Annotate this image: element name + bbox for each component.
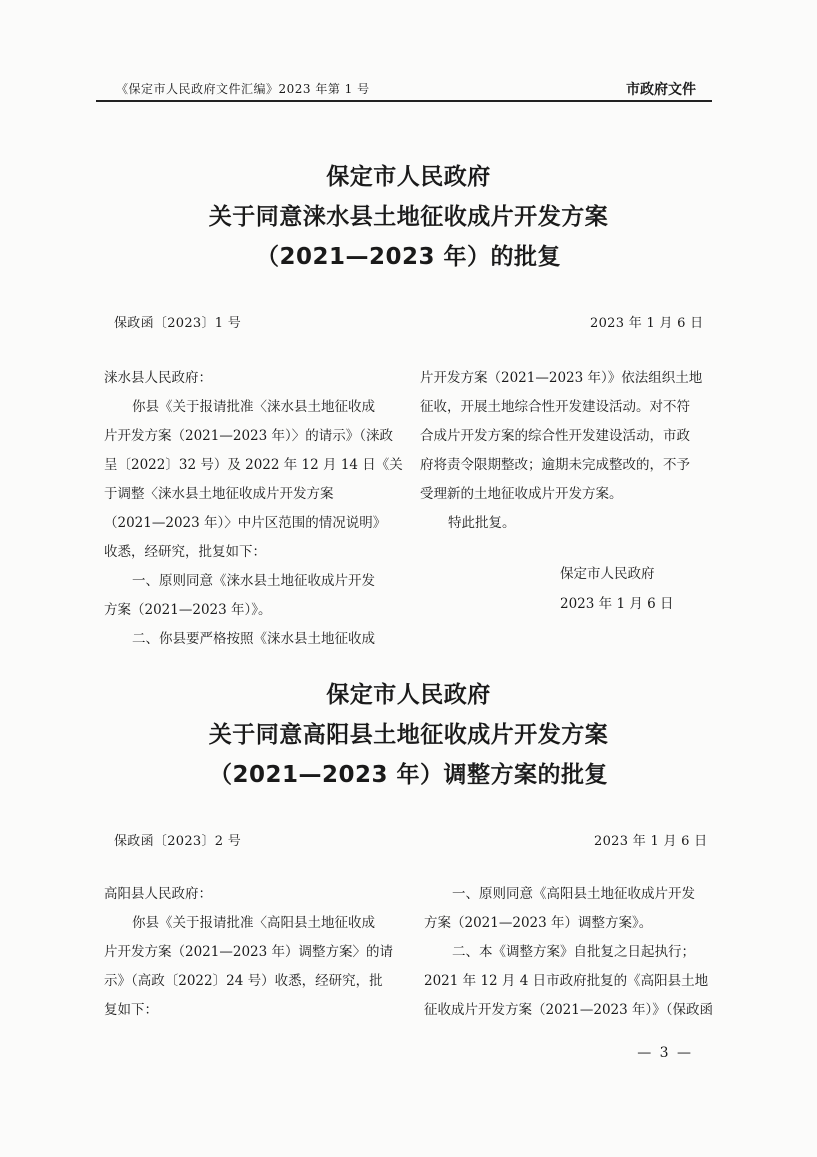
doc1-signature-date: 2023 年 1 月 6 日 xyxy=(560,596,674,612)
doc1-left-line: （2021—2023 年）〉中片区范围的情况说明》 xyxy=(104,515,387,531)
doc2-right-column xyxy=(424,880,714,1025)
doc2-right-line: 2021 年 12 月 4 日市政府批复的《高阳县土地 xyxy=(424,973,709,989)
header-rule xyxy=(96,100,712,102)
doc1-right-line: 府将责令限期整改；逾期未完成整改的，不予 xyxy=(420,457,690,473)
doc1-left-line: 于调整〈涞水县土地征收成片开发方案 xyxy=(104,486,334,502)
doc2-right-line: 征收成片开发方案（2021—2023 年）》（保政函 xyxy=(424,1002,714,1018)
running-head: 《保定市人民政府文件汇编》2023 年第 1 号 xyxy=(116,82,370,96)
doc1-left-line: 方案（2021—2023 年）》。 xyxy=(104,602,272,618)
doc2-left-column xyxy=(104,880,394,1025)
doc1-left-line: 片开发方案（2021—2023 年）〉的请示》（涞政 xyxy=(104,428,394,444)
doc1-left-line: 呈〔2022〕32 号）及 2022 年 12 月 14 日《关 xyxy=(104,457,403,473)
doc1-left-line: 涞水县人民政府： xyxy=(104,370,212,386)
doc1-left-line: 你县《关于报请批准〈涞水县土地征收成 xyxy=(132,399,375,415)
doc1-right-line: 征收，开展土地综合性开发建设活动。对不符 xyxy=(420,399,690,415)
doc1-date: 2023 年 1 月 6 日 xyxy=(590,316,704,331)
doc1-right-line: 合成片开发方案的综合性开发建设活动，市政 xyxy=(420,428,690,444)
doc2-title-line-2: 关于同意高阳县土地征收成片开发方案 xyxy=(208,722,609,748)
section-label: 市政府文件 xyxy=(626,82,696,98)
page-number: — 3 — xyxy=(637,1045,693,1061)
doc1-right-line: 特此批复。 xyxy=(448,515,516,531)
doc2-right-line: 方案（2021—2023 年）调整方案》。 xyxy=(424,915,653,931)
doc2-right-line: 二、本《调整方案》自批复之日起执行； xyxy=(452,944,695,960)
doc1-doc-number: 保政函〔2023〕1 号 xyxy=(114,316,242,331)
doc2-left-line: 示》（高政〔2022〕24 号）收悉，经研究，批 xyxy=(104,973,383,989)
doc2-left-line: 片开发方案（2021—2023 年）调整方案〉的请 xyxy=(104,944,394,960)
doc1-left-column xyxy=(104,364,403,654)
doc1-title-line-2: 关于同意涞水县土地征收成片开发方案 xyxy=(208,204,609,230)
doc2-doc-number: 保政函〔2023〕2 号 xyxy=(114,834,242,849)
doc2-left-line: 你县《关于报请批准〈高阳县土地征收成 xyxy=(132,915,375,931)
doc1-right-line: 受理新的土地征收成片开发方案。 xyxy=(420,486,623,502)
doc2-left-line: 高阳县人民政府： xyxy=(104,886,212,902)
doc1-signature-org: 保定市人民政府 xyxy=(560,566,655,582)
doc2-title-line-1: 保定市人民政府 xyxy=(326,682,491,708)
doc2-right-line: 一、原则同意《高阳县土地征收成片开发 xyxy=(452,886,695,902)
doc1-left-line: 一、原则同意《涞水县土地征收成片开发 xyxy=(132,573,375,589)
doc2-title-line-3: （2021—2023 年）调整方案的批复 xyxy=(208,762,609,788)
doc1-left-line: 二、你县要严格按照《涞水县土地征收成 xyxy=(132,631,375,647)
doc1-right-line: 片开发方案（2021—2023 年）》依法组织土地 xyxy=(420,370,703,386)
doc1-title-line-1: 保定市人民政府 xyxy=(326,164,491,190)
doc2-left-line: 复如下： xyxy=(104,1002,158,1018)
doc1-left-line: 收悉，经研究，批复如下： xyxy=(104,544,266,560)
doc2-date: 2023 年 1 月 6 日 xyxy=(594,834,708,849)
doc1-right-column xyxy=(420,364,712,538)
doc1-title-line-3: （2021—2023 年）的批复 xyxy=(255,244,562,270)
